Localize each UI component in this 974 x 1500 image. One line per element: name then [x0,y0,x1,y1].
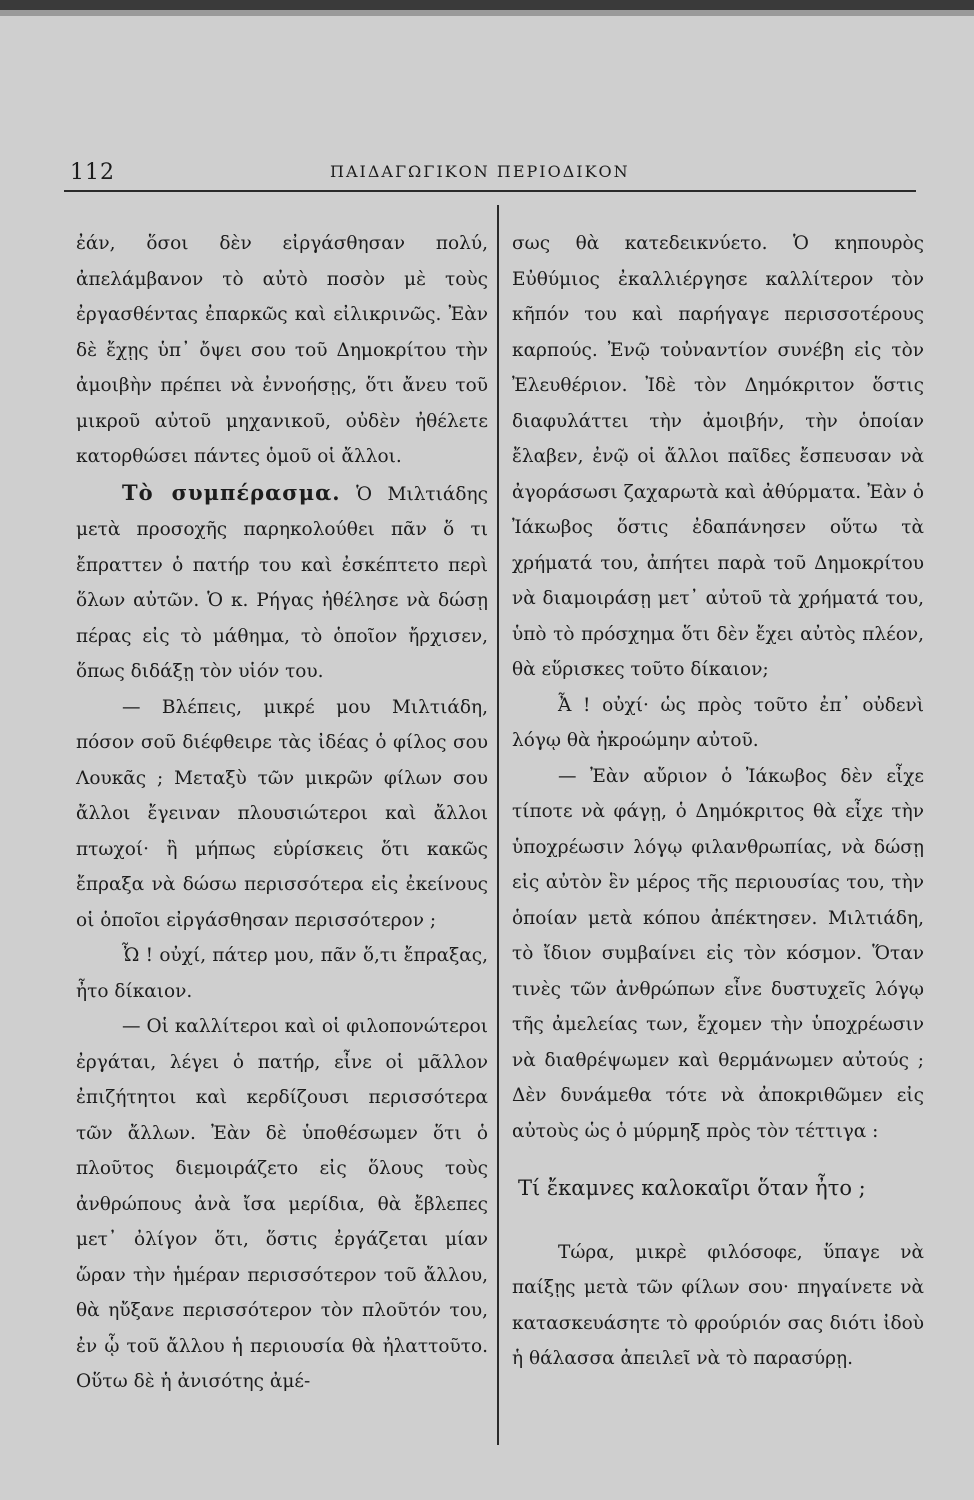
paragraph: ἐάν, ὅσοι δὲν εἰργάσθησαν πολύ, ἀπελάμβανον τὸ αὐτὸ ποσὸν μὲ τοὺς ἐργασθέντας ἐπαρκῶς καὶ εἰλικρινῶς. Ἐὰν δὲ ἔχῃς ὑπ᾽ ὄψει σου τοῦ Δημοκρίτου τὴν ἀμοιβὴν πρέπει νὰ ἐννοήσῃς, ὅτι ἄνευ τοῦ μικροῦ αὐτοῦ μηχανικοῦ, οὐδὲν ἠθέλετε κατορθώσει πάντες ὁμοῦ οἱ ἄλλοι. [76,233,488,467]
header-rule [64,190,916,192]
top-edge-band [0,0,974,10]
column-divider [497,205,499,1445]
paragraph: Τώρα, μικρὲ φιλόσοφε, ὕπαγε νὰ παίξῃς μετὰ τῶν φίλων σου· πηγαίνετε νὰ κατασκευάσητε τὸ φρούριόν σας διότι ἰδοὺ ἡ θάλασσα ἀπειλεῖ νὰ τὸ παρασύρῃ. [512,1241,924,1369]
paragraph-text: Ὁ Μιλτιάδης μετὰ προσοχῆς παρηκολούθει πᾶν ὅ τι ἔπραττεν ὁ πατήρ του καὶ ἐσκέπτετο περὶ ὅλων αὐτῶν. Ὁ κ. Ρήγας ἠθέλησε νὰ δώσῃ πέρας εἰς τὸ μάθημα, τὸ ὁποῖον ἤρχισεν, ὅπως διδάξῃ τὸν υἱόν του. [76,483,488,682]
page-number: 112 [70,160,115,185]
top-edge-shadow [0,10,974,16]
paragraph: σως θὰ κατεδεικνύετο. Ὁ κηπουρὸς Εὐθύμιος ἐκαλλιέργησε καλλίτερον τὸν κῆπόν του καὶ παρήγαγε περισσοτέρους καρπούς. Ἐνῷ τοὐναντίον συνέβη εἰς τὸν Ἐλευθέριον. Ἰδὲ τὸν Δημόκριτον ὅστις διαφυλάττει τὴν ἀμοιβήν, τὴν ὁποίαν ἔλαβεν, ἐνῷ οἱ ἄλλοι παῖδες ἔσπευσαν νὰ ἀγοράσωσι ζαχαρωτὰ καὶ ἀθύρματα. Ἐὰν ὁ Ἰάκωβος ὅστις ἐδαπάνησεν οὕτω τὰ χρήματά του, ἀπήτει παρὰ τοῦ Δημοκρίτου νὰ διαμοιράσῃ μετ᾽ αὐτοῦ τὰ χρήματά του, ὑπὸ τὸ πρόσχημα ὅτι δὲν ἔχει αὐτὸς πλέον, θὰ εὕρισκες τοῦτο δίκαιον; [512,233,924,680]
right-column [512,226,924,1377]
section-heading: Τὸ συμπέρασμα. [122,479,341,505]
paragraph-conclusion [76,475,488,690]
page-header [62,152,920,184]
paragraph: Ἆ ! οὐχί· ὡς πρὸς τοῦτο ἐπ᾽ οὐδενὶ λόγῳ θὰ ἠκροώμην αὐτοῦ. [512,694,924,751]
verse-line: Τί ἔκαμνες καλοκαῖρι ὅταν ἦτο ; [518,1176,866,1200]
left-column [76,226,488,1400]
paragraph: — Βλέπεις, μικρέ μου Μιλτιάδη, πόσον σοῦ διέφθειρε τὰς ἰδέας ὁ φίλος σου Λουκᾶς ; Μεταξὺ τῶν μικρῶν φίλων σου ἄλλοι ἔγειναν πλουσιώτεροι καὶ ἄλλοι πτωχοί· ἢ μήπως εὑρίσκεις ὅτι κακῶς ἔπραξα νὰ δώσω περισσότερα εἰς ἐκείνους οἱ ὁποῖοι εἰργάσθησαν περισσότερον ; [76,696,488,931]
paragraph: — Οἱ καλλίτεροι καὶ οἱ φιλοπονώτεροι ἐργάται, λέγει ὁ πατήρ, εἶνε οἱ μᾶλλον ἐπιζήτητοι καὶ κερδίζουσι περισσότερα τῶν ἄλλων. Ἐὰν δὲ ὑποθέσωμεν ὅτι ὁ πλοῦτος διεμοιράζετο εἰς ὅλους τοὺς ἀνθρώπους ἀνὰ ἴσα μερίδια, θὰ ἔβλεπες μετ᾽ ὀλίγον ὅτι, ὅστις ἐργάζεται μίαν ὥραν τὴν ἡμέραν περισσότερον τοῦ ἄλλου, θὰ ηὔξανε περισσότερον τὸν πλοῦτόν του, ἐν ᾧ τοῦ ἄλλου ἡ περιουσία θὰ ἠλαττοῦτο. Οὕτω δὲ ἡ ἀνισότης ἀμέ- [76,1016,488,1392]
running-title: ΠΑΙΔΑΓΩΓΙΚΟΝ ΠΕΡΙΟΔΙΚΟΝ [330,162,630,181]
paragraph: Ὦ ! οὐχί, πάτερ μου, πᾶν ὅ,τι ἔπραξας, ἦτο δίκαιον. [76,945,488,1002]
paragraph: — Ἐὰν αὔριον ὁ Ἰάκωβος δὲν εἶχε τίποτε νὰ φάγῃ, ὁ Δημόκριτος θὰ εἶχε τὴν ὑποχρέωσιν λόγῳ φιλανθρωπίας, νὰ δώσῃ εἰς αὐτὸν ἓν μέρος τῆς περιουσίας του, τὴν ὁποίαν μετὰ κόπου ἀπέκτησεν. Μιλτιάδη, τὸ ἴδιον συμβαίνει εἰς τὸν κόσμον. Ὅταν τινὲς τῶν ἀνθρώπων εἶνε δυστυχεῖς λόγῳ τῆς ἀμελείας των, ἔχομεν τὴν ὑποχρέωσιν νὰ διαθρέψωμεν καὶ θερμάνωμεν αὐτούς ; Δὲν δυνάμεθα τότε νὰ ἀποκριθῶμεν εἰς αὐτοὺς ὡς ὁ μύρμηξ πρὸς τὸν τέττιγα : [512,765,924,1142]
